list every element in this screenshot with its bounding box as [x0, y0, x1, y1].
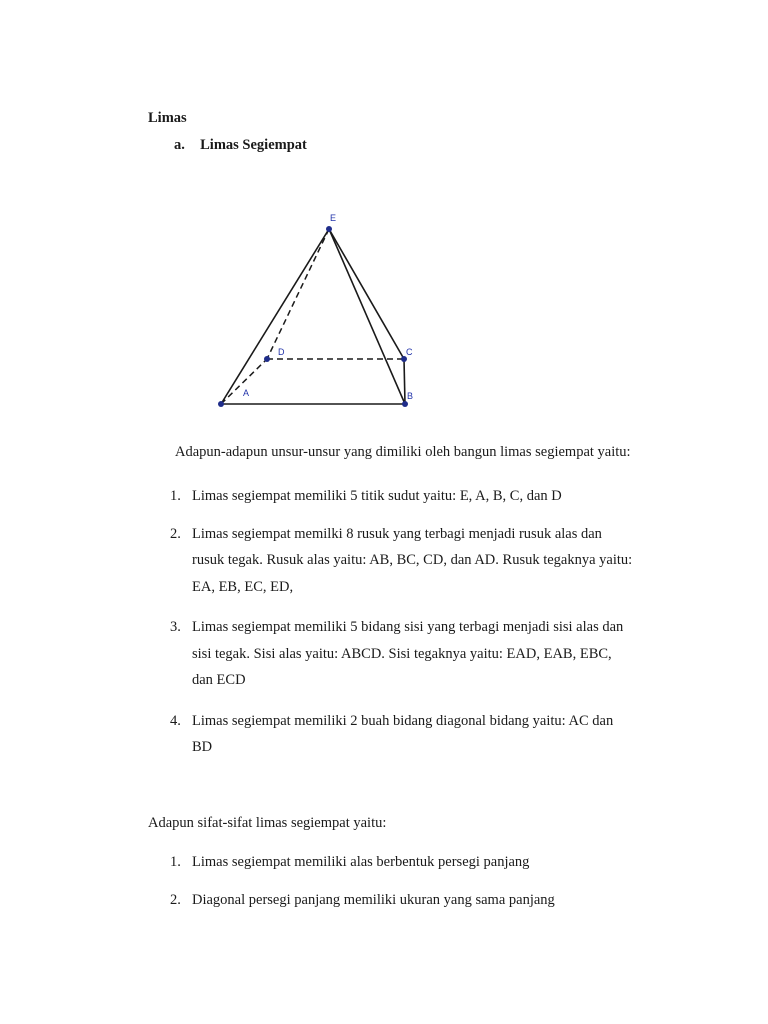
list-item — [170, 483, 632, 510]
list-item-number: 2. — [170, 892, 181, 908]
list-item-line: Limas segiempat memiliki 5 bidang sisi yang terbagi menjadi sisi alas dan — [192, 619, 624, 635]
list-item-number: 2. — [170, 525, 181, 542]
list-item — [170, 521, 632, 601]
list-item — [170, 892, 555, 909]
list-item — [170, 854, 555, 871]
list-item-line: Limas segiempat memiliki 2 buah bidang diagonal bidang yaitu: AC dan — [192, 712, 614, 729]
list-item-line: EA, EB, EC, ED, — [192, 578, 294, 595]
properties-intro: Adapun sifat-sifat limas segiempat yaitu: — [148, 815, 387, 831]
list-item-line: sisi tegak. Sisi alas yaitu: ABCD. Sisi tegaknya yaitu: EAD, EAB, EBC, — [192, 645, 612, 662]
list-item-number: 3. — [170, 619, 181, 635]
point-B — [402, 401, 408, 407]
point-A — [218, 401, 224, 407]
edge-BC — [404, 359, 405, 404]
point-D — [264, 356, 270, 362]
list-item-line: Limas segiempat memiliki 5 titik sudut yaitu: E, A, B, C, dan D — [192, 488, 562, 504]
label-A: A — [243, 388, 250, 398]
subheading-marker: a. — [174, 137, 185, 153]
list-item-line: Limas segiempat memilki 8 rusuk yang terbagi menjadi rusuk alas dan — [192, 525, 602, 542]
elements-list — [170, 483, 632, 761]
edge-EA — [221, 229, 329, 404]
label-E: E — [330, 213, 337, 223]
list-item-line: dan ECD — [192, 672, 246, 688]
list-item-line: rusuk tegak. Rusuk alas yaitu: AB, BC, CD, dan AD. Rusuk tegaknya yaitu: — [192, 552, 633, 568]
point-E — [326, 226, 332, 232]
elements-intro: Adapun-adapun unsur-unsur yang dimiliki oleh bangun limas segiempat yaitu: — [175, 444, 631, 460]
properties-list — [170, 854, 555, 909]
list-item-line: BD — [192, 739, 213, 755]
edge-ED — [267, 229, 329, 359]
list-item-number: 4. — [170, 712, 181, 729]
label-D: D — [278, 347, 285, 357]
page-heading: Limas — [148, 110, 187, 126]
list-item — [170, 708, 632, 761]
subheading-title: Limas Segiempat — [200, 137, 307, 153]
label-B: B — [407, 391, 414, 401]
list-item-text: Limas segiempat memiliki alas berbentuk persegi panjang — [192, 854, 530, 870]
label-C: C — [406, 347, 413, 357]
list-item-text: Diagonal persegi panjang memiliki ukuran yang sama panjang — [192, 892, 555, 908]
list-item — [170, 614, 632, 694]
edge-EC — [329, 229, 404, 359]
list-item-number: 1. — [170, 854, 181, 870]
subheading — [174, 137, 307, 154]
list-item-number: 1. — [170, 488, 181, 504]
edge-EB — [329, 229, 405, 404]
pyramid-figure — [200, 205, 430, 415]
